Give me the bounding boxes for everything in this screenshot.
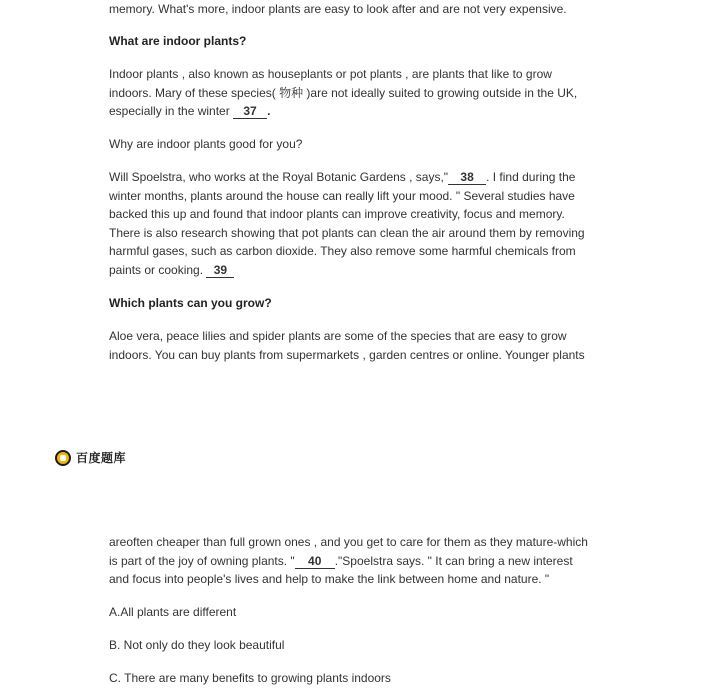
paragraph-line: winter months, plants around the house can really lift your mood. " Several studies have bbox=[109, 188, 575, 203]
text-fragment: especially in the winter bbox=[109, 104, 234, 118]
blank-37: 37 bbox=[233, 104, 267, 119]
baidu-tiku-icon bbox=[55, 450, 71, 466]
paragraph-line: There is also research showing that pot plants can clean the air around them by removing bbox=[109, 225, 585, 240]
heading-what-are-indoor-plants: What are indoor plants? bbox=[109, 34, 247, 48]
text-fragment: . bbox=[267, 104, 271, 118]
paragraph-line: and focus into people's lives and help to make the link between home and nature. " bbox=[109, 572, 550, 586]
baidu-tiku-logo bbox=[55, 449, 126, 466]
paragraph-continued bbox=[109, 533, 609, 589]
text-fragment: . I find during the bbox=[486, 170, 576, 184]
paragraph-line bbox=[109, 552, 609, 571]
heading-why-good: Why are indoor plants good for you? bbox=[109, 137, 303, 151]
blank-39: 39 bbox=[206, 263, 234, 278]
paragraph-line bbox=[109, 261, 609, 280]
blank-38: 38 bbox=[448, 170, 486, 185]
blank-40: 40 bbox=[295, 554, 335, 569]
paragraph-line: backed this up and found that indoor plants can improve creativity, focus and memory. bbox=[109, 207, 565, 221]
option-c: C. There are many benefits to growing plants indoors bbox=[109, 671, 391, 685]
text-fragment: ."Spoelstra says. " It can bring a new interest bbox=[334, 553, 573, 568]
paragraph-spoelstra bbox=[109, 168, 609, 279]
heading-which-plants: Which plants can you grow? bbox=[109, 296, 272, 310]
paragraph-line: indoors. Mary of these species( 物种 )are not ideally suited to growing outside in the UK, bbox=[109, 85, 578, 100]
paragraph-line: Indoor plants , also known as houseplants or pot plants , are plants that like to grow bbox=[109, 67, 552, 81]
option-b: B. Not only do they look beautiful bbox=[109, 638, 285, 652]
paragraph-line: indoors. You can buy plants from supermarkets , garden centres or online. Younger plants bbox=[109, 347, 585, 362]
paragraph-line: harmful gases, such as carbon dioxide. They also remove some harmful chemicals from bbox=[109, 244, 576, 258]
option-a: A.All plants are different bbox=[109, 605, 237, 619]
paragraph-line bbox=[109, 168, 609, 187]
logo-text: 百度题库 bbox=[76, 451, 127, 465]
paragraph-line: memory. What's more, indoor plants are easy to look after and are not very expensive. bbox=[109, 2, 567, 16]
paragraph-line bbox=[109, 102, 609, 121]
paragraph-line: Aloe vera, peace lilies and spider plants are some of the species that are easy to grow bbox=[109, 329, 567, 343]
text-fragment: is part of the joy of owning plants. " bbox=[109, 553, 295, 568]
paragraph-line: areoften cheaper than full grown ones , and you get to care for them as they mature-which bbox=[109, 535, 588, 549]
paragraph-which-plants bbox=[109, 327, 609, 364]
paragraph-indoor-plants bbox=[109, 65, 609, 121]
text-fragment: paints or cooking. bbox=[109, 262, 207, 277]
text-fragment: Will Spoelstra, who works at the Royal Botanic Gardens , says," bbox=[109, 170, 449, 184]
